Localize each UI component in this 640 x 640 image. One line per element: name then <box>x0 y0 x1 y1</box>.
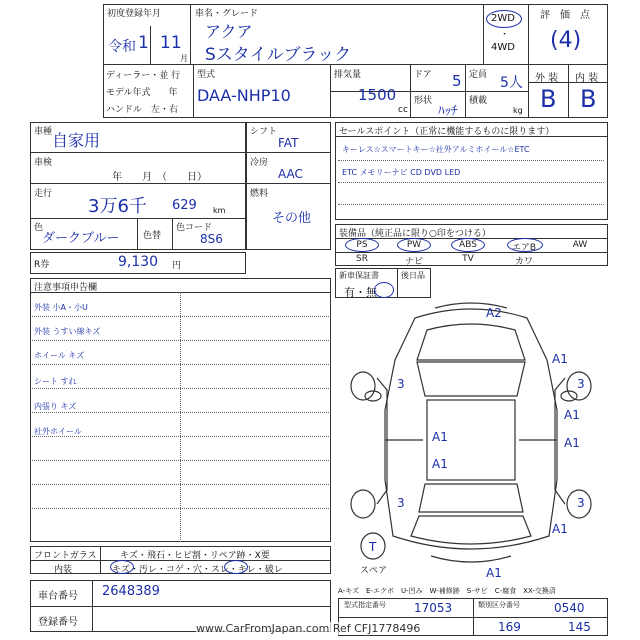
reg-number-label: 登録番号 <box>38 617 78 628</box>
reg-month: 11 <box>160 33 182 53</box>
score-value: (4) <box>550 28 582 53</box>
windshield-label: フロントガラス <box>34 551 97 561</box>
equip-abs-circle <box>451 238 485 252</box>
car-name: アクア <box>205 22 253 41</box>
type-value: DAA-NHP10 <box>197 86 291 105</box>
note-line-5: 内張り キズ <box>34 402 77 411</box>
drive-4wd: 4WD <box>491 42 515 53</box>
color-label: 色 <box>34 223 44 233</box>
r-label: R券 <box>34 260 50 270</box>
windshield-value: キズ・飛石・ヒビ割・リペア跡・X要 <box>120 551 270 561</box>
notes-label: 注意事項申告欄 <box>34 283 98 293</box>
drive-2wd: 2WD <box>491 13 515 24</box>
car-type-label: 車種 <box>34 127 53 137</box>
mileage-sub: 629 <box>172 198 197 213</box>
mark-right-rear-door: A1 <box>564 436 580 450</box>
interior-wear-circle <box>224 560 248 574</box>
exterior-grade: B <box>540 85 557 113</box>
ac-label: 冷房 <box>250 158 269 168</box>
header-panel <box>103 4 608 118</box>
note-line-1: 外装 小A・小U <box>34 303 88 312</box>
interior-label: 内 装 <box>575 73 599 84</box>
car-type-value: 自家用 <box>52 131 101 150</box>
sub-value-1: 169 <box>498 620 521 634</box>
warranty-label: 新車保証書 <box>339 271 379 280</box>
color-change-label: 色替 <box>143 231 162 241</box>
selling-points-line1: キーレス☆スマートキー☆社外アルミホイール☆ETC <box>342 145 530 154</box>
weight-label: 積載 <box>469 96 488 106</box>
watermark: www.CarFromJapan.com Ref CFJ1778496 <box>196 622 421 635</box>
interior-grade: B <box>580 85 597 113</box>
equip-abs: ABS <box>459 240 477 250</box>
handle-label: ハンドル 左・右 <box>106 105 179 115</box>
door-label: ドア <box>414 70 432 80</box>
mark-front-right-fender: A1 <box>552 352 568 366</box>
cert-label-1: 型式指定番号 <box>344 601 386 609</box>
equip-pw-circle <box>397 238 431 252</box>
displacement-value: 1500 <box>358 86 397 104</box>
equip-ps: PS <box>356 240 368 250</box>
km-unit: km <box>213 206 226 215</box>
chassis-label: 車台番号 <box>38 591 78 602</box>
cert-value-2: 0540 <box>554 601 585 615</box>
mark-left-front-door: A1 <box>432 430 448 444</box>
equip-navi: ナビ <box>404 257 423 267</box>
damage-legend: A-キズ E-エクボ U-凹み W-補修跡 S-サビ C-腐食 XX-交換済 <box>338 587 556 595</box>
displacement-label: 排気量 <box>334 70 362 80</box>
mark-rear-right-tire: 3 <box>577 496 585 510</box>
note-line-3: ホイール キズ <box>34 351 85 360</box>
color-code-label: 色コード <box>176 223 213 233</box>
door-value: 5 <box>452 72 462 90</box>
car-grade: Sスタイルブラック <box>205 45 352 65</box>
chassis-value: 2648389 <box>102 584 160 599</box>
drive-dot: ・ <box>500 30 510 40</box>
equip-tv: TV <box>462 254 474 264</box>
mark-front-right-tire: 3 <box>577 377 585 391</box>
shape-label: 形状 <box>414 96 433 106</box>
equip-pw: PW <box>406 240 422 250</box>
mark-front-bumper: A2 <box>486 306 502 320</box>
inspection-label: 車検 <box>34 158 53 168</box>
fuel-value: その他 <box>272 211 312 226</box>
warranty-none-circle <box>374 282 394 298</box>
kg-unit: kg <box>513 106 523 115</box>
shift-label: シフト <box>250 127 278 137</box>
ac-value: AAC <box>278 167 303 181</box>
cert-label-2: 類別区分番号 <box>478 601 520 609</box>
interior-scratch-circle <box>110 560 134 574</box>
month-unit: 月 <box>180 54 188 63</box>
cc-unit: cc <box>398 105 408 115</box>
color-value: ダークブルー <box>42 231 120 246</box>
interior-cond-value: キズ・汚レ・コゲ・穴・スレ・キレ・破レ <box>112 565 283 575</box>
warranty-value: 有・無 <box>344 286 377 299</box>
equip-airbag-circle <box>507 238 543 252</box>
reg-era: 令和 <box>108 39 136 55</box>
interior-cond-label: 内装 <box>54 565 73 575</box>
mileage-label: 走行 <box>34 189 53 199</box>
note-line-2: 外装 うすい線キズ <box>34 327 101 336</box>
model-grade-label: 車名・グレード <box>195 9 259 19</box>
mark-right-front-door: A1 <box>564 408 580 422</box>
equip-airbag: エアB <box>511 243 537 253</box>
color-code-value: 8S6 <box>200 232 223 246</box>
cert-value-1: 17053 <box>414 601 453 615</box>
mark-left-rear-door: A1 <box>432 457 448 471</box>
equip-leather: カワ <box>514 257 533 267</box>
mileage-value: 3万6千 <box>88 196 147 217</box>
selling-points-label: セールスポイント（正常に機能するものに限ります） <box>339 127 555 137</box>
capacity-label: 定員 <box>469 70 488 80</box>
type-label: 型式 <box>197 70 216 80</box>
r-value: 9,130 <box>118 254 159 270</box>
spare-label: スペア <box>360 566 388 576</box>
equip-sr: SR <box>356 254 368 264</box>
mark-front-left-tire: 3 <box>397 377 405 391</box>
equip-ps-circle <box>345 238 379 252</box>
model-year-label: モデル年式 年 <box>106 88 178 98</box>
fuel-label: 燃料 <box>250 189 269 199</box>
score-label: 評 価 点 <box>540 10 590 21</box>
first-reg-label: 初度登録年月 <box>107 9 162 19</box>
equip-aw: AW <box>572 240 588 250</box>
after-items-label: 後日品 <box>401 271 425 280</box>
sub-value-2: 145 <box>568 620 591 634</box>
shift-value: FAT <box>278 136 299 150</box>
mark-rear-bumper: A1 <box>486 566 502 580</box>
mark-rear-left-tire: 3 <box>397 496 405 510</box>
inspection-value: 年 月 （ 日） <box>112 172 207 183</box>
spare-mark: T <box>369 540 377 554</box>
shape-value: ﾊｯﾁ <box>438 104 458 119</box>
reg-year: 1 <box>138 33 149 53</box>
mark-rear-right-fender: A1 <box>552 522 568 536</box>
selling-points-line2: ETC メモリーナビ CD DVD LED <box>342 168 461 177</box>
equipment-label: 装備品（純正品に限り○印をつける） <box>339 229 491 239</box>
dealer-label: ディーラー・並 行 <box>106 71 181 81</box>
r-unit: 円 <box>172 261 182 271</box>
capacity-value: 5人 <box>500 75 523 91</box>
exterior-label: 外 装 <box>535 73 559 84</box>
note-line-4: シート すれ <box>34 377 77 386</box>
note-line-6: 社外ホイール <box>34 427 82 436</box>
